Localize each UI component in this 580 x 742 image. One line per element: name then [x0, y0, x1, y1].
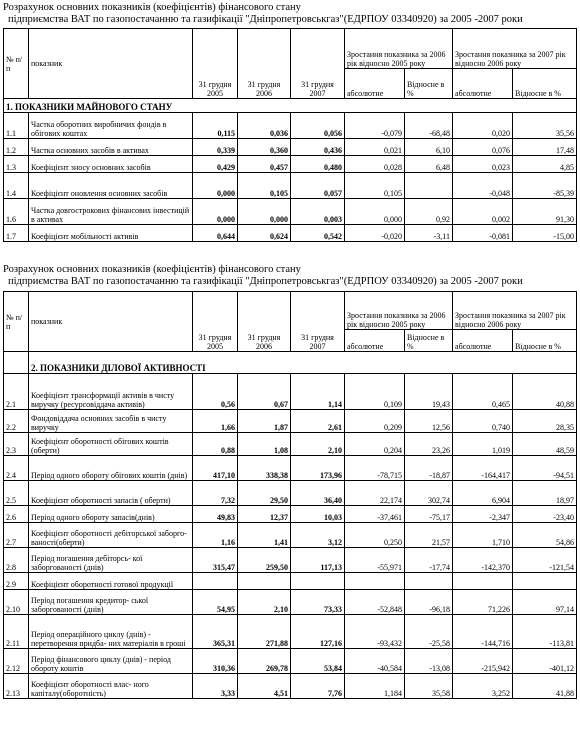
value-v2: 0,105 — [238, 173, 291, 199]
growth-a1: 0,204 — [345, 433, 405, 456]
growth-r2: 17,48 — [513, 139, 577, 156]
table-row — [4, 548, 577, 573]
growth-a2 — [453, 573, 513, 590]
growth-r2: 4,85 — [513, 156, 577, 173]
row-number: 1.3 — [4, 156, 29, 173]
growth-a2: 1,019 — [453, 433, 513, 456]
value-v1: 54,95 — [193, 590, 238, 615]
table-row — [4, 173, 577, 199]
section-num-cell — [4, 352, 29, 374]
header-row — [4, 292, 577, 330]
value-v2: 271,88 — [238, 615, 291, 649]
table-row — [4, 573, 577, 590]
growth-r1: -68,48 — [405, 113, 453, 139]
growth-r2: -23,40 — [513, 506, 577, 523]
row-number: 2.9 — [4, 573, 29, 590]
indicator-name: Період одного обороту запасів(днів) — [29, 506, 193, 523]
value-v3: 36,40 — [291, 481, 345, 506]
indicator-name: Період погашення кредитор- ської заборгованості (днів) — [29, 590, 193, 615]
indicator-name: Фондовіддача основних засобів в чисту виручку — [29, 410, 193, 433]
row-number: 2.2 — [4, 410, 29, 433]
value-v3: 0,057 — [291, 173, 345, 199]
growth-a2: 0,465 — [453, 374, 513, 410]
value-v1: 315,47 — [193, 548, 238, 573]
value-v3: 7,76 — [291, 674, 345, 699]
value-v3: 173,96 — [291, 456, 345, 481]
row-number: 2.11 — [4, 615, 29, 649]
growth-r1: 35,58 — [405, 674, 453, 699]
growth-r1: -17,74 — [405, 548, 453, 573]
growth-a2: 1,710 — [453, 523, 513, 548]
growth-a1: -55,971 — [345, 548, 405, 573]
row-number: 2.5 — [4, 481, 29, 506]
growth-a2: 0,002 — [453, 199, 513, 225]
value-v1: 3,33 — [193, 674, 238, 699]
value-v2: 12,37 — [238, 506, 291, 523]
value-v1: 0,56 — [193, 374, 238, 410]
row-number: 1.1 — [4, 113, 29, 139]
value-v1: 7,32 — [193, 481, 238, 506]
table-row — [4, 199, 577, 225]
table2-title-line1: Розрахунок основних показників (коефіцієнтів) фінансового стану — [3, 264, 301, 275]
growth-r2: 97,14 — [513, 590, 577, 615]
row-number: 2.12 — [4, 649, 29, 674]
growth-a1: -40,584 — [345, 649, 405, 674]
value-v2: 0,457 — [238, 156, 291, 173]
growth-r1: 12,56 — [405, 410, 453, 433]
growth-r1 — [405, 573, 453, 590]
growth-r1: -3,11 — [405, 225, 453, 242]
value-v2 — [238, 573, 291, 590]
table-row — [4, 156, 577, 173]
growth-a1: 0,105 — [345, 173, 405, 199]
growth-a2: -142,370 — [453, 548, 513, 573]
indicator-name: Коефіцієнт оборотності обігових коштів (оберти) — [29, 433, 193, 456]
value-v3 — [291, 573, 345, 590]
growth-r1: -13,08 — [405, 649, 453, 674]
growth-r1: 23,26 — [405, 433, 453, 456]
value-v2: 1,41 — [238, 523, 291, 548]
row-number: 1.4 — [4, 173, 29, 199]
table1-title-line1: Розрахунок основних показників (коефіцієнтів) фінансового стану — [3, 2, 301, 13]
growth-r2: -113,81 — [513, 615, 577, 649]
table-row — [4, 374, 577, 410]
growth-r2: 35,56 — [513, 113, 577, 139]
header-num: № п/п — [4, 29, 29, 99]
growth-a1: 0,209 — [345, 410, 405, 433]
table-row — [4, 649, 577, 674]
growth-a2: -0,048 — [453, 173, 513, 199]
value-v2: 0,67 — [238, 374, 291, 410]
value-v1: 0,115 — [193, 113, 238, 139]
row-number: 2.6 — [4, 506, 29, 523]
header-abs: абсолютне — [453, 69, 513, 99]
value-v1: 1,66 — [193, 410, 238, 433]
growth-a1: -37,461 — [345, 506, 405, 523]
header-row — [4, 29, 577, 69]
value-v3: 127,16 — [291, 615, 345, 649]
value-v3: 0,542 — [291, 225, 345, 242]
value-v2: 4,51 — [238, 674, 291, 699]
table-row — [4, 590, 577, 615]
table-property-status — [3, 28, 577, 242]
value-v3: 2,10 — [291, 433, 345, 456]
value-v3: 10,03 — [291, 506, 345, 523]
growth-a2: 71,226 — [453, 590, 513, 615]
indicator-name: Період одного обороту обігових коштів (днів) — [29, 456, 193, 481]
indicator-name: Коефіцієнт зносу основних засобів — [29, 156, 193, 173]
section-title: 2. ПОКАЗНИКИ ДІЛОВОЇ АКТИВНОСТІ — [29, 352, 577, 374]
header-date-y3: 31 грудня 2007 — [291, 29, 345, 99]
header-growth-g1: Зростання показника за 2006 рік відносно 2005 року — [345, 29, 453, 69]
growth-r2: 91,30 — [513, 199, 577, 225]
growth-a1: -93,432 — [345, 615, 405, 649]
table-row — [4, 410, 577, 433]
table-row — [4, 674, 577, 699]
value-v1: 310,36 — [193, 649, 238, 674]
table-row — [4, 523, 577, 548]
growth-r2 — [513, 573, 577, 590]
section-title: 1. ПОКАЗНИКИ МАЙНОВОГО СТАНУ — [4, 99, 577, 113]
header-indicator: показник — [29, 292, 193, 352]
table-row — [4, 113, 577, 139]
value-v1: 0,644 — [193, 225, 238, 242]
table-row — [4, 225, 577, 242]
indicator-name: Коефіцієнт оборотності готової продукції — [29, 573, 193, 590]
growth-r1: 6,48 — [405, 156, 453, 173]
table-row — [4, 615, 577, 649]
header-rel: Відносне в % — [513, 330, 577, 352]
growth-a1: -0,020 — [345, 225, 405, 242]
row-number: 2.1 — [4, 374, 29, 410]
value-v2: 259,50 — [238, 548, 291, 573]
value-v2: 1,87 — [238, 410, 291, 433]
growth-r2: -94,51 — [513, 456, 577, 481]
value-v1: 0,000 — [193, 199, 238, 225]
indicator-name: Частка основних засобів в активах — [29, 139, 193, 156]
growth-r2: 18,97 — [513, 481, 577, 506]
value-v3: 3,12 — [291, 523, 345, 548]
value-v3: 117,13 — [291, 548, 345, 573]
value-v3: 0,436 — [291, 139, 345, 156]
growth-r1: -18,87 — [405, 456, 453, 481]
value-v1: 0,429 — [193, 156, 238, 173]
indicator-name: Період фінансового циклу (днів) - період обороту коштів — [29, 649, 193, 674]
row-number: 1.2 — [4, 139, 29, 156]
table-row — [4, 433, 577, 456]
row-number: 2.7 — [4, 523, 29, 548]
value-v3: 53,84 — [291, 649, 345, 674]
row-number: 2.4 — [4, 456, 29, 481]
growth-r1: 21,57 — [405, 523, 453, 548]
value-v3: 0,480 — [291, 156, 345, 173]
header-growth-g2: Зростання показника за 2007 рік відносно 2006 року — [453, 29, 577, 69]
indicator-name: Частка оборотних виробничих фондів в обігових коштах — [29, 113, 193, 139]
value-v1: 0,339 — [193, 139, 238, 156]
growth-r1: 19,43 — [405, 374, 453, 410]
row-number: 2.10 — [4, 590, 29, 615]
growth-a2: 6,904 — [453, 481, 513, 506]
growth-a1: 0,109 — [345, 374, 405, 410]
header-date-y3: 31 грудня 2007 — [291, 292, 345, 352]
value-v3: 0,056 — [291, 113, 345, 139]
value-v2: 338,38 — [238, 456, 291, 481]
header-abs: абсолютне — [453, 330, 513, 352]
growth-r2: 41,88 — [513, 674, 577, 699]
value-v2: 2,10 — [238, 590, 291, 615]
value-v2: 269,78 — [238, 649, 291, 674]
growth-a2: 0,740 — [453, 410, 513, 433]
growth-r2: 54,86 — [513, 523, 577, 548]
growth-a2: -0,081 — [453, 225, 513, 242]
table-row — [4, 481, 577, 506]
header-abs: абсолютне — [345, 330, 405, 352]
value-v2: 0,624 — [238, 225, 291, 242]
indicator-name: Коефіцієнт мобільності активів — [29, 225, 193, 242]
growth-a1: -0,079 — [345, 113, 405, 139]
value-v2: 1,08 — [238, 433, 291, 456]
value-v2: 29,50 — [238, 481, 291, 506]
indicator-name: Коефіцієнт трансформації активів в чисту виручку (ресурсовіддача активів) — [29, 374, 193, 410]
header-rel: Відносне в % — [513, 69, 577, 99]
table-business-activity — [3, 291, 577, 699]
value-v3: 73,33 — [291, 590, 345, 615]
row-number: 1.6 — [4, 199, 29, 225]
growth-a1: 0,000 — [345, 199, 405, 225]
header-date-y1: 31 грудня 2005 — [193, 29, 238, 99]
growth-r2: -401,12 — [513, 649, 577, 674]
growth-r2: -121,54 — [513, 548, 577, 573]
growth-r2: 28,35 — [513, 410, 577, 433]
growth-a2: -215,942 — [453, 649, 513, 674]
indicator-name: Коефіцієнт оборотності влас- ного капіталу(оборотність) — [29, 674, 193, 699]
row-number: 1.7 — [4, 225, 29, 242]
growth-r2: 40,88 — [513, 374, 577, 410]
growth-a2: -144,716 — [453, 615, 513, 649]
header-growth-g2: Зростання показника за 2007 рік відносно 2006 року — [453, 292, 577, 330]
growth-a2: 0,020 — [453, 113, 513, 139]
value-v1: 49,83 — [193, 506, 238, 523]
header-indicator: показник — [29, 29, 193, 99]
table2-title-line2: підприємства ВАТ по газопостачанню та газифікації "Дніпропетровськгаз"(ЕДРПОУ 03340920) за 2005 -2007 роки — [8, 276, 523, 287]
header-num: № п/п — [4, 292, 29, 352]
value-v1: 0,000 — [193, 173, 238, 199]
growth-r1: 6,10 — [405, 139, 453, 156]
value-v3: 2,61 — [291, 410, 345, 433]
indicator-name: Період операційного циклу (днів) - перетворення придба- них матеріалів в гроші — [29, 615, 193, 649]
growth-a1: 1,184 — [345, 674, 405, 699]
row-number: 2.13 — [4, 674, 29, 699]
growth-a1 — [345, 573, 405, 590]
value-v1: 1,16 — [193, 523, 238, 548]
row-number: 2.3 — [4, 433, 29, 456]
value-v1: 0,88 — [193, 433, 238, 456]
table-row — [4, 456, 577, 481]
growth-r2: 48,59 — [513, 433, 577, 456]
growth-r1: -96,18 — [405, 590, 453, 615]
header-date-y1: 31 грудня 2005 — [193, 292, 238, 352]
header-growth-g1: Зростання показника за 2006 рік відносно 2005 року — [345, 292, 453, 330]
value-v2: 0,000 — [238, 199, 291, 225]
growth-r1: -25,58 — [405, 615, 453, 649]
growth-r2: -85,39 — [513, 173, 577, 199]
header-date-y2: 31 грудня 2006 — [238, 292, 291, 352]
growth-r1: 0,92 — [405, 199, 453, 225]
growth-r1: -75,17 — [405, 506, 453, 523]
indicator-name: Період погашення дебіторсь- кої заборгованості (днів) — [29, 548, 193, 573]
value-v2: 0,360 — [238, 139, 291, 156]
growth-a2: 0,023 — [453, 156, 513, 173]
header-rel: Відносне в % — [405, 330, 453, 352]
growth-a1: -52,848 — [345, 590, 405, 615]
growth-r1: 302,74 — [405, 481, 453, 506]
growth-a2: -164,417 — [453, 456, 513, 481]
growth-r1 — [405, 173, 453, 199]
table-row — [4, 506, 577, 523]
value-v3: 1,14 — [291, 374, 345, 410]
header-date-y2: 31 грудня 2006 — [238, 29, 291, 99]
header-rel: Відносне в % — [405, 69, 453, 99]
value-v1: 365,31 — [193, 615, 238, 649]
value-v2: 0,036 — [238, 113, 291, 139]
growth-a1: 22,174 — [345, 481, 405, 506]
growth-a2: -2,347 — [453, 506, 513, 523]
value-v3: 0,003 — [291, 199, 345, 225]
table-row — [4, 139, 577, 156]
row-number: 2.8 — [4, 548, 29, 573]
section-row — [4, 99, 577, 113]
growth-r2: -15,00 — [513, 225, 577, 242]
value-v1: 417,10 — [193, 456, 238, 481]
growth-a1: 0,021 — [345, 139, 405, 156]
indicator-name: Коефіцієнт оборотності дебіторської заборго-ваності(оберти) — [29, 523, 193, 548]
indicator-name: Коефіцієнт оновлення основних засобів — [29, 173, 193, 199]
growth-a1: -78,715 — [345, 456, 405, 481]
indicator-name: Коефіцієнт оборотності запасів ( оберти) — [29, 481, 193, 506]
growth-a2: 3,252 — [453, 674, 513, 699]
section-row — [4, 352, 577, 374]
growth-a1: 0,250 — [345, 523, 405, 548]
header-abs: абсолютне — [345, 69, 405, 99]
growth-a2: 0,076 — [453, 139, 513, 156]
table1-title-line2: підприємства ВАТ по газопостачанню та газифікації "Дніпропетровськгаз"(ЕДРПОУ 03340920) за 2005 -2007 роки — [8, 14, 523, 25]
growth-a1: 0,028 — [345, 156, 405, 173]
value-v1 — [193, 573, 238, 590]
indicator-name: Частка довгострокових фінансових інвестицій в активах — [29, 199, 193, 225]
